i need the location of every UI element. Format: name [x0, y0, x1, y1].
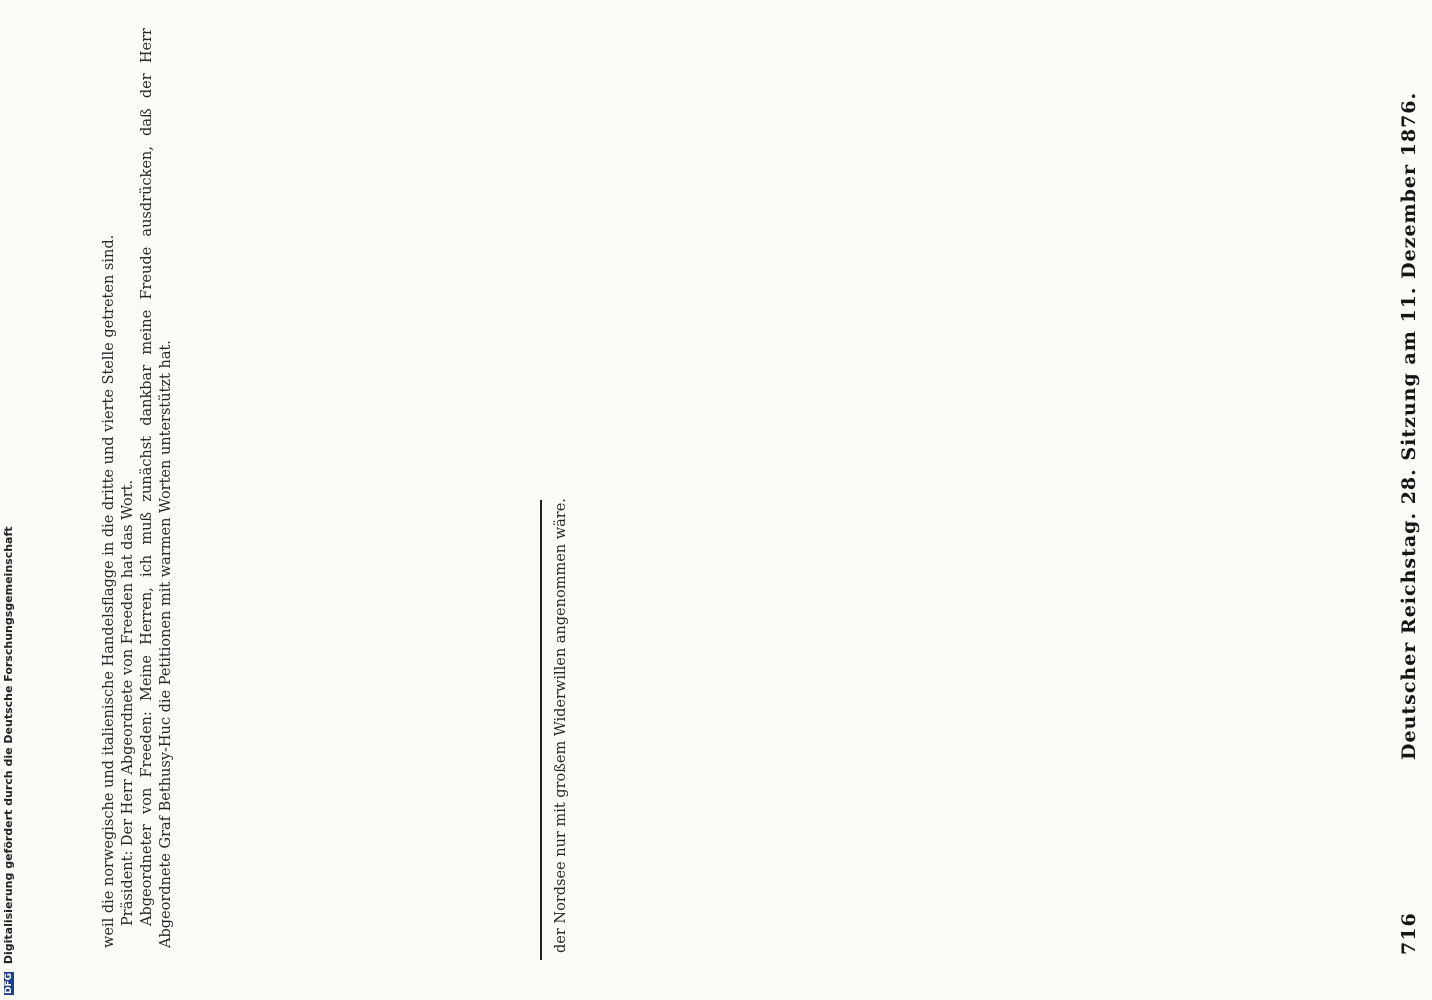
credit-text: Digitalisierung gefördert durch die Deutsche Forschungsgemeinschaft	[2, 526, 15, 965]
column-divider	[540, 500, 542, 960]
text-column-left	[100, 28, 510, 948]
text-column-right	[552, 28, 1392, 953]
paragraph: weil die norwegische und italienische Handelsflagge in die dritte und vierte Stelle getreten sind.	[101, 234, 117, 948]
speaker-paragraph: Präsident: Der Herr Abgeordnete von Freeden hat das Wort.	[120, 479, 136, 926]
dfg-logo: DFG	[4, 972, 14, 994]
digitization-credit	[2, 526, 18, 995]
paragraph: der Nordsee nur mit großem Widerwillen angenommen wäre.	[553, 498, 569, 953]
speaker-paragraph: Abgeordneter von Freeden: Meine Herren, ich muß zunächst dankbar meine Freude ausdrücken, daß der Herr Abgeordnete Graf Bethusy-Huc die Petitionen mit warmen Worten unterstützt hat.	[139, 28, 174, 948]
page-number: 716	[1398, 912, 1420, 955]
page-title: Deutscher Reichstag. 28. Sitzung am 11. Dezember 1876.	[1398, 91, 1420, 761]
page-header	[1398, 30, 1420, 955]
